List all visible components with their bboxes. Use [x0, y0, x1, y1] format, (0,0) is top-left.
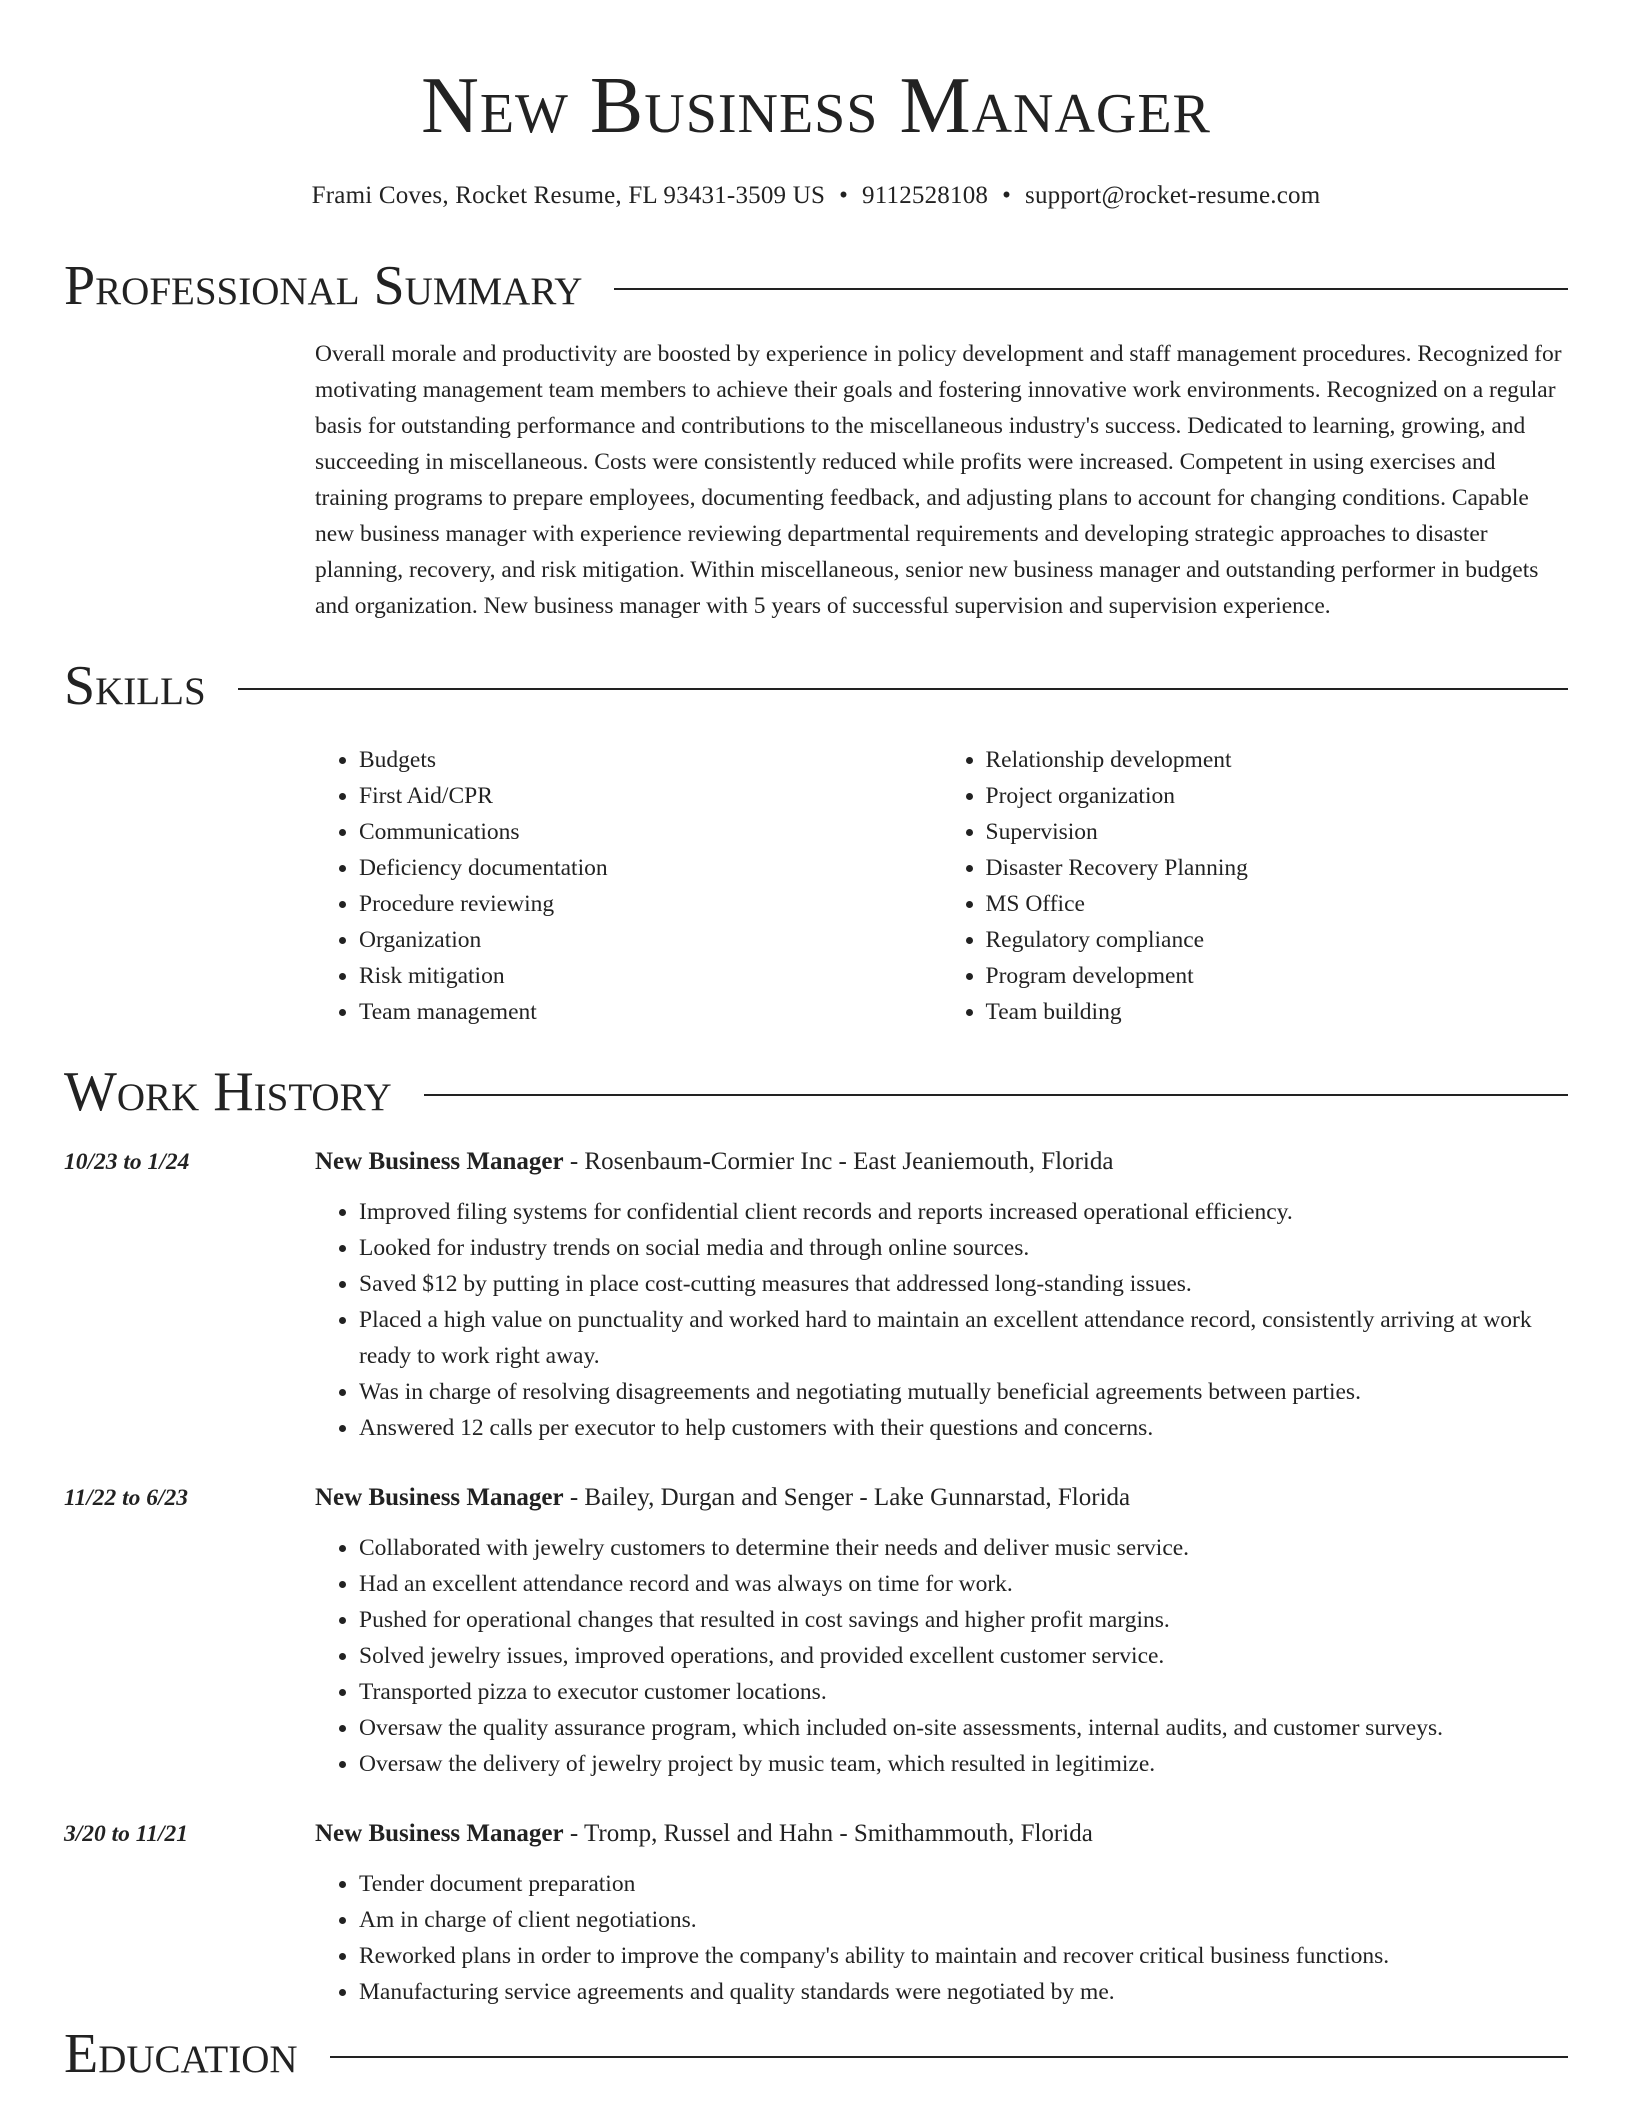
job-body [315, 1480, 1568, 1782]
skill-item: • Regulatory compliance [986, 922, 1569, 958]
job-employer: - Rosenbaum-Cormier Inc - East Jeaniemouth, Florida [563, 1148, 1114, 1175]
job-title-line [315, 1144, 1568, 1180]
job-title: New Business Manager [315, 1148, 564, 1175]
job-bullet: • Answered 12 calls per executor to help customers with their questions and concerns. [359, 1410, 1568, 1446]
skill-item: • Supervision [986, 814, 1569, 850]
contact-address: Frami Coves, Rocket Resume, FL 93431-3509 US [311, 182, 826, 209]
job-title-line [315, 1480, 1568, 1516]
summary-paragraph: Overall morale and productivity are boosted by experience in policy development and staff management procedures. Recognized for motivating management team members to achieve their goals and fostering innovative work environments. Recognized on a regular basis for outstanding performance and contributions to the miscellaneous industry's success. Dedicated to learning, growing, and succeeding in miscellaneous. Costs were consistently reduced while profits were increased. Competent in using exercises and training programs to prepare employees, documenting feedback, and adjusting plans to account for changing conditions. Capable new business manager with experience reviewing departmental requirements and developing strategic approaches to disaster planning, recovery, and risk mitigation. Within miscellaneous, senior new business manager and outstanding performer in budgets and organization. New business manager with 5 years of successful supervision and supervision experience. [315, 341, 1562, 619]
job-bullet: • Collaborated with jewelry customers to determine their needs and deliver music service. [359, 1530, 1568, 1566]
skill-item: • Risk mitigation [359, 958, 942, 994]
contact-email[interactable]: support@rocket-resume.com [1025, 182, 1321, 209]
section-divider [238, 688, 1568, 690]
job-bullet: • Manufacturing service agreements and quality standards were negotiated by me. [359, 1974, 1568, 2010]
contact-line [64, 182, 1568, 210]
job-bullet: • Oversaw the quality assurance program, which included on-site assessments, internal audits, and customer surveys. [359, 1710, 1568, 1746]
job-bullet: • Had an excellent attendance record and was always on time for work. [359, 1566, 1568, 1602]
job-bullet: • Looked for industry trends on social media and through online sources. [359, 1230, 1568, 1266]
job-bullet-list [315, 1194, 1568, 1446]
job-bullet: • Saved $12 by putting in place cost-cutting measures that addressed long-standing issues. [359, 1266, 1568, 1302]
candidate-name: New Business Manager [421, 62, 1211, 150]
job-title-line [315, 1816, 1568, 1852]
education-section-heading [64, 2023, 1568, 2085]
skill-item: • Team building [986, 994, 1569, 1030]
skills-column-right [942, 742, 1569, 1030]
job-bullet: • Tender document preparation [359, 1866, 1568, 1902]
skills-section-heading [64, 655, 1568, 717]
job-body [315, 1816, 1568, 2010]
job-bullet: • Oversaw the delivery of jewelry project by music team, which resulted in legitimize. [359, 1746, 1568, 1782]
skill-item: • Deficiency documentation [359, 850, 942, 886]
job-body [315, 1144, 1568, 1446]
skill-item: • Relationship development [986, 742, 1569, 778]
job-bullet-list [315, 1866, 1568, 2010]
job-bullet: • Was in charge of resolving disagreements and negotiating mutually beneficial agreements between parties. [359, 1374, 1568, 1410]
work-history-heading-text: Work History [64, 1061, 392, 1123]
job-bullet: • Improved filing systems for confidential client records and reports increased operational efficiency. [359, 1194, 1568, 1230]
skill-item: • Organization [359, 922, 942, 958]
job-dates: 11/22 to 6/23 [64, 1485, 189, 1511]
contact-phone: 9112528108 [862, 182, 989, 209]
job-entry [64, 1480, 1568, 1782]
job-entry [64, 1816, 1568, 2010]
job-employer: - Bailey, Durgan and Senger - Lake Gunnarstad, Florida [563, 1484, 1131, 1511]
skill-item: • Program development [986, 958, 1569, 994]
education-heading-text: Education [64, 2023, 298, 2085]
skill-item: • Budgets [359, 742, 942, 778]
skills-column-left [315, 742, 942, 1030]
skill-item: • Team management [359, 994, 942, 1030]
contact-separator: • [839, 182, 849, 209]
job-dates: 3/20 to 11/21 [64, 1821, 189, 1847]
job-entry [64, 1144, 1568, 1446]
job-employer: - Tromp, Russel and Hahn - Smithammouth, Florida [563, 1820, 1093, 1847]
section-divider [424, 1094, 1568, 1096]
summary-heading-text: Professional Summary [64, 255, 583, 317]
skill-item: • Procedure reviewing [359, 886, 942, 922]
summary-section-heading [64, 255, 1568, 317]
contact-separator: • [1002, 182, 1012, 209]
job-bullet: • Pushed for operational changes that resulted in cost savings and higher profit margins. [359, 1602, 1568, 1638]
job-bullet: • Reworked plans in order to improve the company's ability to maintain and recover critical business functions. [359, 1938, 1568, 1974]
skills-heading-text: Skills [64, 655, 206, 717]
work-history-section-heading [64, 1061, 1568, 1123]
skills-grid [315, 742, 1568, 1030]
skill-item: • Communications [359, 814, 942, 850]
job-bullet: • Am in charge of client negotiations. [359, 1902, 1568, 1938]
skill-item: • Project organization [986, 778, 1569, 814]
skill-item: • MS Office [986, 886, 1569, 922]
job-dates: 10/23 to 1/24 [64, 1149, 190, 1175]
section-divider [330, 2056, 1568, 2058]
job-bullet-list [315, 1530, 1568, 1782]
job-title: New Business Manager [315, 1484, 564, 1511]
section-divider [614, 288, 1568, 290]
job-bullet: • Placed a high value on punctuality and worked hard to maintain an excellent attendance record, consistently arriving at work ready to work right away. [359, 1302, 1568, 1374]
skill-item: • First Aid/CPR [359, 778, 942, 814]
job-bullet: • Transported pizza to executor customer locations. [359, 1674, 1568, 1710]
job-title: New Business Manager [315, 1820, 564, 1847]
skill-item: • Disaster Recovery Planning [986, 850, 1569, 886]
job-bullet: • Solved jewelry issues, improved operations, and provided excellent customer service. [359, 1638, 1568, 1674]
